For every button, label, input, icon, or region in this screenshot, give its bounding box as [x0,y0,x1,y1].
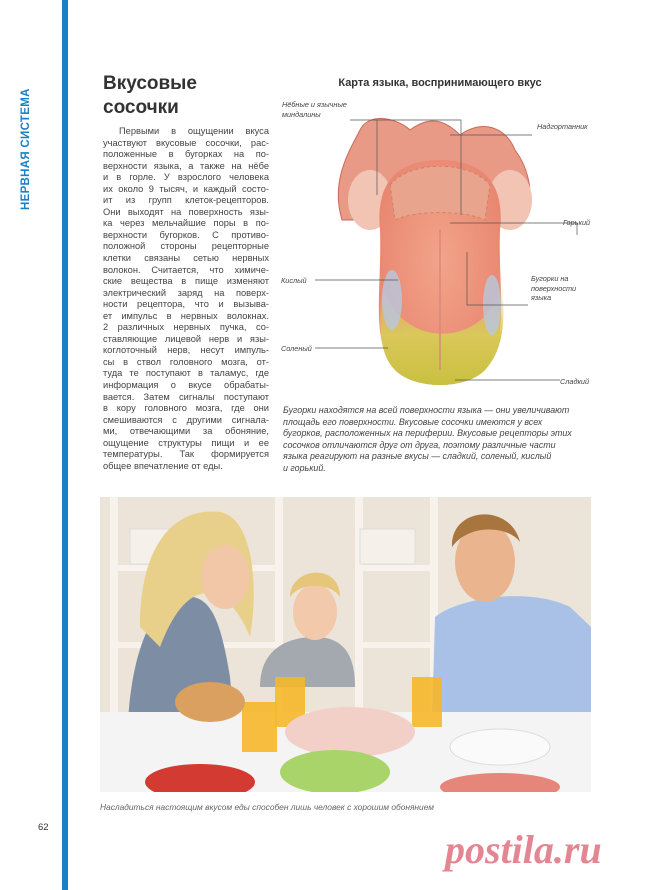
body-line: волокон. Считается, что химиче- [103,264,269,275]
article-title [103,72,197,120]
body-line: верхности языка, а также на нёбе [103,160,269,171]
caption-line: бугорков, расположенных на периферии. Вкусовые рецепторы этих [283,428,572,438]
body-line: положной стороны рецепторные [103,241,269,252]
label-papillae [531,274,576,303]
label-line: поверхности [531,283,577,293]
sour-zone-left [382,270,402,330]
body-line: ставляющие лицевой нерв и язы- [103,333,269,344]
bread [175,682,245,722]
body-line: коглоточный нерв, несут импуль- [103,345,269,356]
title-line: сосочки [103,97,179,118]
caption-line: Бугорки находятся на всей поверхности языка — они увеличивают [283,405,570,415]
ham-plate [285,707,415,757]
page-number: 62 [38,822,49,833]
caption-line: площадь его поверхности. Вкусовые сосочки имеются у всех [283,416,543,427]
body-line: ит из групп клеток-рецепторов. [103,195,269,206]
article-body [103,126,269,472]
body-line: Первыми в ощущении вкуса [119,126,269,136]
body-line: в кору головного мозга, где они [103,403,269,414]
label-line: языка [531,293,552,302]
body-line: общее впечатление от еды. [103,460,223,471]
body-line: положенные в бугорках на по- [103,149,269,160]
title-line: Вкусовые [103,73,197,94]
basket [360,529,415,564]
watermark: postila.ru [445,827,602,872]
papillae-area [390,166,490,220]
body-line: ские вещества в пище изменяют [103,276,269,287]
figure-caption [283,405,593,474]
body-line: вается. Затем сигналы поступают [103,391,269,402]
label-epiglottis: Надгортанник [537,122,588,131]
label-sweet: Сладкий [560,377,590,386]
boy-face [293,584,337,640]
tongue-diagram [270,90,600,390]
label-salty: Соленый [281,344,312,353]
family-dinner-photo [100,497,591,792]
body-line: сы в ствол головного мозга, от- [103,356,269,367]
salad-bowl [280,750,390,792]
woman-face [201,545,249,609]
caption-line: языка реагируют на разные вкусы — сладкий, соленый, кислый [283,451,552,461]
label-sour: Кислый [281,276,307,285]
label-line: Нёбные и язычные [282,100,347,109]
body-line: ка через мельчайшие поры в по- [103,218,269,229]
body-line: клетки связаны сетью нервных [103,253,269,264]
label-line: Бугорки на [531,274,569,283]
body-line: верхности бугорков. С противо- [103,229,269,240]
body-line: ощущение структуры пищи и ее [103,437,269,448]
body-line: и в горле. У взрослого человека [103,172,269,183]
photo-caption: Насладиться настоящим вкусом еды способен лишь человек с хорошим обонянием [100,802,435,812]
body-line: туда те поступают в таламус, где [103,368,269,379]
plate [450,729,550,765]
body-line: ет импульс в нервных волокнах. [103,310,269,321]
figure-title: Карта языка, воспринимающего вкус [338,77,542,89]
body-line: информация о вкусе обрабаты- [103,380,269,391]
section-title: НЕРВНАЯ СИСТЕМА [20,88,32,210]
juice-glass [412,677,442,727]
body-line: температуры. Так формируется [103,449,269,460]
body-line: ми, отвечающими за обоняние, [103,426,269,437]
caption-line: и горький. [283,462,326,473]
juice-glass [242,702,277,752]
body-line: их около 9 тысяч, и каждый состо- [103,183,269,194]
body-line: ности рецептора, что и вызыва- [103,299,269,310]
accent-bar [62,0,68,890]
label-tonsils [282,100,347,119]
label-bitter: Горький [563,218,591,227]
body-line: Они выходят на поверхность язы- [103,206,269,217]
body-line: участвуют вкусовые сосочки, рас- [103,137,269,148]
label-line: миндалины [282,109,321,119]
caption-line: сосочков отличаются друг от друга, поэтому различные части [283,439,556,450]
body-line: смешиваются с другими сигнала- [103,414,269,425]
body-line: электрический заряд на поверх- [103,287,269,298]
body-line: 2 различных нервных пучка, со- [103,322,269,333]
